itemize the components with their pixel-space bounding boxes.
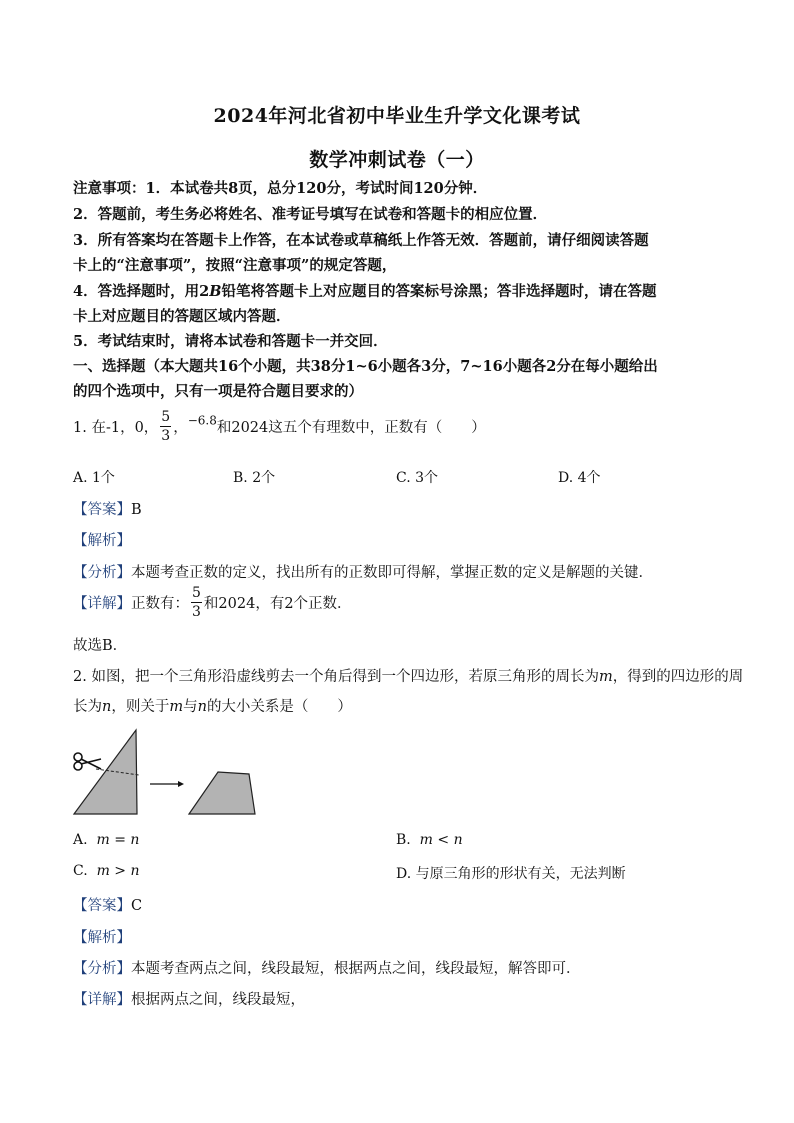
q1-option-c: C. 3个 <box>396 470 439 486</box>
q1-detail: 【详解】正数有： $\frac{5}{3}$ 和2024，有2个正数． <box>73 585 352 620</box>
quadrilateral-shape <box>189 772 255 814</box>
q2-stem-1: 2. 如图，把一个三角形沿虚线剪去一个角后得到一个四边形，若原三角形的周长为m，得到的四边形的周 <box>73 669 744 685</box>
q2-option-b: B. m < n <box>396 832 463 848</box>
triangle-shape <box>74 730 137 814</box>
q1-fraction: $\frac{5}{3}$ <box>161 409 171 444</box>
q2-detail: 【详解】根据两点之间，线段最短， <box>73 992 305 1008</box>
q1-option-d: D. 4个 <box>558 470 601 486</box>
notes-label: 注意事项： <box>73 180 146 197</box>
q1-option-a: A. 1个 <box>73 470 115 486</box>
q1-fenxi: 【分析】本题考查正数的定义，找出所有的正数即可得解，掌握正数的定义是解题的关键． <box>73 565 653 581</box>
page-title: 2024年河北省初中毕业生升学文化课考试 <box>213 105 581 127</box>
note-5: 5．考试结束时，请将本试卷和答题卡一并交回． <box>73 333 388 350</box>
note-3a: 3．所有答案均在答题卡上作答，在本试卷或草稿纸上作答无效．答题前，请仔细阅读答题 <box>73 232 649 249</box>
section-heading-2: 的四个选项中，只有一项是符合题目要求的） <box>73 383 363 400</box>
scissors-icon <box>74 753 101 770</box>
q2-option-c: C. m > n <box>73 863 140 879</box>
arrow-icon <box>150 781 184 787</box>
q2-option-a: A. m = n <box>73 832 140 848</box>
q1-conclusion: 故选B． <box>73 638 128 654</box>
section-heading-1: 一、选择题（本大题共16个小题，共38分1~6小题各3分，7~16小题各2分在每小题给出 <box>73 358 658 375</box>
note-3b: 卡上的“注意事项”，按照“注意事项”的规定答题， <box>73 257 397 274</box>
q2-analysis-tag: 【解析】 <box>73 930 131 946</box>
note-2: 2．答题前，考生务必将姓名、准考证号填写在试卷和答题卡的相应位置． <box>73 206 548 223</box>
note-4b: 卡上对应题目的答题区域内答题． <box>73 308 291 325</box>
q1-stem: 1. 在-1，0， $\frac{5}{3}$ ，$^{-6.8}$和2024这五个有理数中，正数有（ ） <box>73 409 486 444</box>
q2-answer: 【答案】C <box>73 898 143 914</box>
q1-detail-fraction: $\frac{5}{3}$ <box>192 585 201 620</box>
q2-figure <box>68 722 318 822</box>
q1-option-b: B. 2个 <box>233 470 276 486</box>
note-4a: 4．答选择题时，用2B铅笔将答题卡上对应题目的答案标号涂黑；答非选择题时，请在答题 <box>73 283 657 300</box>
note-1: 注意事项：1．本试卷共8页，总分120分，考试时间120分钟． <box>73 180 488 197</box>
q2-fenxi: 【分析】本题考查两点之间，线段最短，根据两点之间，线段最短，解答即可． <box>73 961 581 977</box>
q1-answer: 【答案】B <box>73 502 142 518</box>
q2-stem-2: 长为n，则关于m与n的大小关系是（ ） <box>73 699 352 715</box>
q2-option-d: D. 与原三角形的形状有关，无法判断 <box>396 866 626 882</box>
q1-analysis-tag: 【解析】 <box>73 533 131 549</box>
page-subtitle: 数学冲刺试卷（一） <box>309 149 485 171</box>
